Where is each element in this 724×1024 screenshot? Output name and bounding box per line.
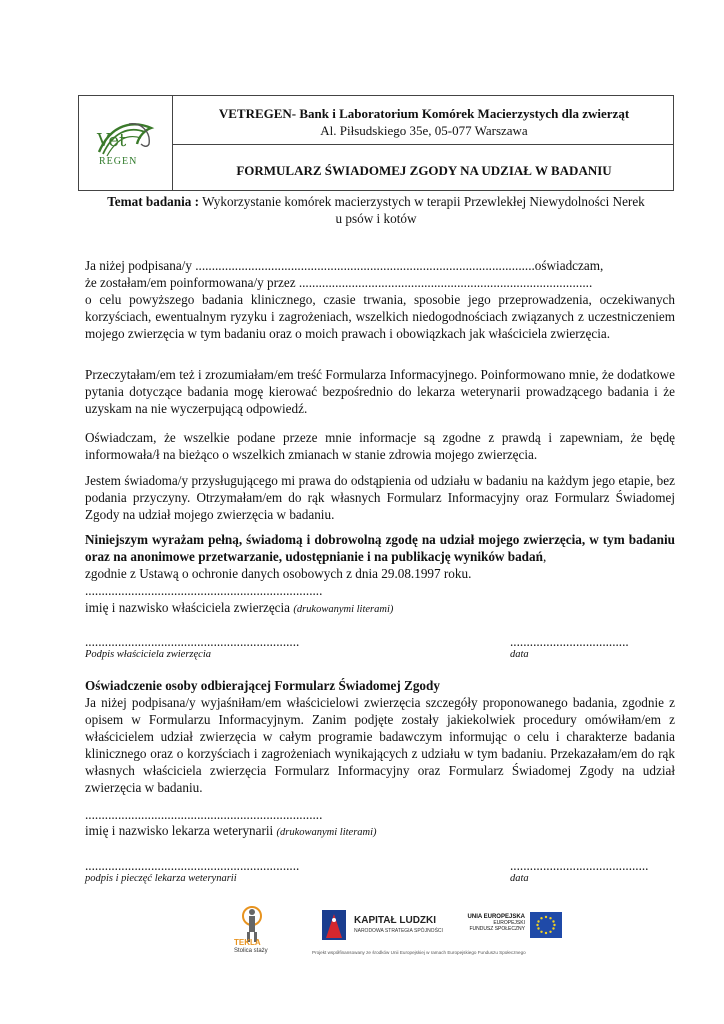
- paragraph-consent-statement: [85, 531, 675, 618]
- vet-name-line: [85, 822, 377, 841]
- p1-line1: Ja niżej podpisana/y .......................................................................................................oświadczam,: [85, 258, 604, 273]
- vet-date-label: data: [510, 873, 529, 884]
- vet-statement-text: Ja niżej podpisana/y wyjaśniłam/em właścicielowi zwierzęcia szczegóły proponowanego badania, zgodnie z opisem w Formularzu Informacyjnym. Zanim podjęte zostały jakiekolwiek procedury omówiłam/em z właścicielem udział zwierzęcia w całym programie badawczym informując o celu i charakterze badania klinicznego oraz o korzyściach i zagrożeniach wynikających z udziału w tym badaniu. Przekazałam/em do rąk własnych właściciela zwierzęcia Formularz Informacyjny oraz Formularz Świadomej Zgody na udział zwierzęcia w badaniu.: [85, 695, 675, 795]
- paragraph-right-to-withdraw: Jestem świadoma/y przysługującego mi prawa do odstąpienia od udziału w badaniu na każdym jego etapie, bez podania przyczyny. Otrzymałam/em do rąk własnych Formularz Informacyjny oraz Formularz Świadomej Zgody na udział mojego zwierzęcia w badaniu.: [85, 473, 675, 522]
- kapital-ludzki-title: KAPITAŁ LUDZKI: [354, 915, 437, 926]
- paragraph-truthful-info: Oświadczam, że wszelkie podane przeze mnie informacje są zgodne z prawdą i zapewniam, że będę informowała/ł na bieżąco o wszelkich zmianach w stanie zdrowia mojego zwierzęcia.: [85, 430, 675, 462]
- owner-signature-dots: .................................................................: [85, 634, 300, 649]
- kapital-ludzki-sub: NARODOWA STRATEGIA SPÓJNOŚCI: [354, 928, 443, 934]
- eu-line1: UNIA EUROPEJSKA: [467, 914, 525, 920]
- topic-text-line1: Wykorzystanie komórek macierzystych w terapii Przewlekłej Niewydolności Nerek: [199, 194, 645, 209]
- vet-signature-label: podpis i pieczęć lekarza weterynarii: [85, 873, 237, 884]
- vet-name-dots: ........................................................................: [85, 807, 323, 822]
- tekla-sub: Stolica staży: [234, 948, 268, 954]
- kapital-ludzki-icon: [320, 908, 348, 942]
- topic-label: Temat badania :: [107, 194, 200, 209]
- paragraph-read-form: Przeczytałam/em też i zrozumiałam/em treść Formularza Informacyjnego. Poinformowano mnie, że dodatkowe pytania dotyczące badania mogę kierować bezpośrednio do lekarza weterynarii prowadzącego badania i że uzyskam na nie wyczerpującą odpowiedź.: [85, 367, 675, 416]
- kapital-ludzki-logo: [320, 908, 450, 944]
- eu-line2: EUROPEJSKI: [493, 920, 525, 926]
- vet-name-hint: (drukowanymi literami): [276, 827, 377, 838]
- topic-block: [78, 193, 674, 227]
- owner-date-dots: ....................................: [510, 634, 629, 649]
- eu-flag: [530, 912, 562, 943]
- owner-date-label: data: [510, 649, 529, 660]
- consent-law-text: zgodnie z Ustawą o ochronie danych osobowych z dnia 29.08.1997 roku.: [85, 566, 472, 581]
- tekla-logo: [228, 904, 280, 960]
- tekla-name: TEKLA: [234, 938, 261, 947]
- form-title: FORMULARZ ŚWIADOMEJ ZGODY NA UDZIAŁ W BADANIU: [236, 163, 612, 178]
- owner-name-hint: (drukowanymi literami): [293, 604, 394, 615]
- header-divider: [172, 96, 173, 190]
- vet-signature-dots: .................................................................: [85, 858, 300, 873]
- consent-comma: ,: [542, 549, 547, 564]
- owner-signature-label: Podpis właściciela zwierzęcia: [85, 649, 211, 660]
- vetregen-logo: [89, 114, 161, 176]
- header-hline: [172, 144, 673, 145]
- logo-regen-text: REGEN: [99, 156, 138, 167]
- cofunding-note: Projekt współfinansowany ze środków Unii Europejskiej w ramach Europejskiego Funduszu Społecznego: [312, 950, 526, 955]
- p1-rest: o celu powyższego badania klinicznego, czasie trwania, sposobie jego przeprowadzenia, oczekiwanych korzyściach, ewentualnym ryzyku i zagrożeniach, wszelkich niedogodnościach związanych z uczestniczeniem mojego zwierzęcia w tym badaniu oraz o moich prawach i obowiązkach jak właściciela zwierzęcia.: [85, 292, 675, 341]
- vet-date-dots: ..........................................: [510, 858, 649, 873]
- institution-address: Al. Piłsudskiego 35e, 05-077 Warszawa: [320, 123, 528, 138]
- vet-statement-section: [85, 677, 675, 796]
- topic-text-line2: u psów i kotów: [335, 211, 417, 226]
- paragraph-consent-info: [85, 257, 675, 342]
- owner-name-dots: ........................................................................: [85, 583, 323, 598]
- vet-name-label: imię i nazwisko lekarza weterynarii: [85, 823, 277, 838]
- institution-title: VETREGEN- Bank i Laboratorium Komórek Macierzystych dla zwierząt: [218, 106, 630, 121]
- owner-name-label: imię i nazwisko właściciela zwierzęcia: [85, 600, 294, 615]
- eu-line3: FUNDUSZ SPOŁECZNY: [469, 926, 525, 932]
- eu-text-block: [455, 914, 525, 942]
- p1-line2: że zostałam/em poinformowana/y przez .........................................................................................: [85, 275, 593, 290]
- logo-vet-text: Vet: [97, 130, 127, 151]
- eu-flag-icon: [530, 912, 562, 938]
- consent-bold-text: Niniejszym wyrażam pełną, świadomą i dobrowolną zgodę na udział mojego zwierzęcia, w tym badaniu oraz na anonimowe przetwarzanie, udostępnianie i na publikację wyników badań: [85, 532, 675, 564]
- vet-statement-heading: Oświadczenie osoby odbierającej Formularz Świadomej Zgody: [85, 678, 440, 693]
- header-box: [78, 95, 674, 191]
